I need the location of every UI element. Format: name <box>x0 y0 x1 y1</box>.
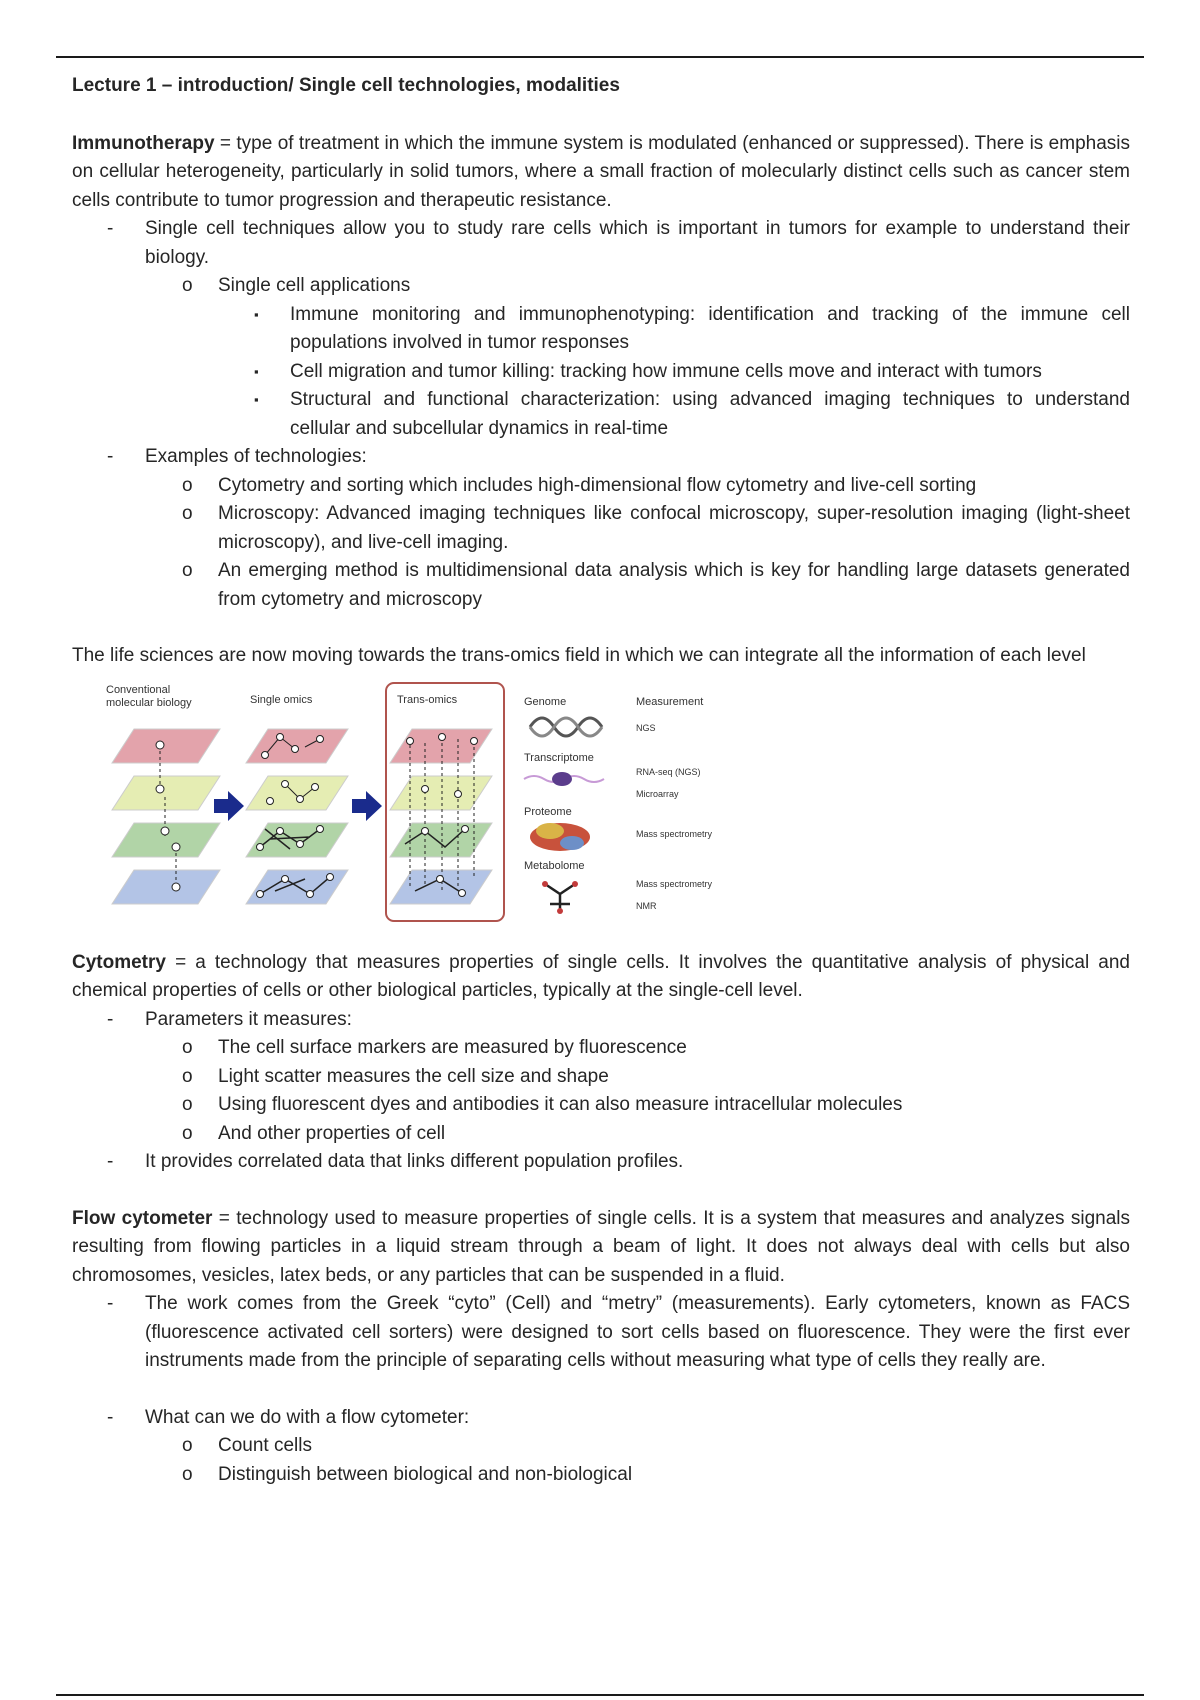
document-body <box>72 72 1130 1489</box>
proteome-label: Proteome <box>524 805 572 818</box>
dash-marker: - <box>107 1406 114 1428</box>
dash-marker: - <box>107 218 114 239</box>
list-item: o Light scatter measures the cell size and shape <box>72 1063 1130 1092</box>
square-marker: ▪ <box>254 306 259 322</box>
flow-cytometer-term: Flow cytometer <box>72 1207 213 1229</box>
list-item: o Count cells <box>72 1432 1130 1461</box>
list-item: o And other properties of cell <box>72 1120 1130 1149</box>
immunotherapy-term: Immunotherapy <box>72 132 215 154</box>
bottom-rule <box>56 1694 1144 1696</box>
circle-marker: o <box>182 503 193 524</box>
list-item: o Single cell applications <box>72 272 1130 301</box>
genome-label: Genome <box>524 695 567 708</box>
cytometry-paragraph <box>72 949 1130 1006</box>
list-item: ▪ Immune monitoring and immunophenotyping: identification and tracking of the immune cell populations involved in tumor responses <box>72 301 1130 358</box>
measurement-ngs: NGS <box>636 722 656 733</box>
top-rule <box>56 56 1144 58</box>
circle-marker: o <box>182 560 193 581</box>
flow-cytometer-definition: = technology used to measure properties of single cells. It is a system that measures and analyzes signals resulting from flowing particles in a liquid stream through a beam of light. It does not always deal with cells but also chromosomes, vesicles, latex beds, or any particles that can be suspended in a fluid. <box>72 1207 1130 1286</box>
conventional-layers <box>112 729 220 904</box>
circle-marker: o <box>182 1065 193 1087</box>
square-marker: ▪ <box>254 363 259 379</box>
list-item: - Parameters it measures: <box>72 1006 1130 1035</box>
list-item: ▪ Structural and functional characterization: using advanced imaging techniques to understand cellular and subcellular dynamics in real-time <box>72 386 1130 443</box>
single-omics-layers <box>246 729 348 904</box>
protein-icon <box>530 823 590 851</box>
measurement-rnaseq: RNA-seq (NGS) <box>636 766 701 777</box>
layer-transcriptome-plane <box>112 776 220 810</box>
layer-metabolome-plane <box>112 870 220 904</box>
circle-marker: o <box>182 474 193 496</box>
measurement-mass-spec-1: Mass spectrometry <box>636 828 713 839</box>
measurement-nmr: NMR <box>636 900 657 911</box>
layer-genome-plane <box>112 729 220 763</box>
col1-label-line2: molecular biology <box>106 696 192 709</box>
metabolite-icon <box>542 881 578 914</box>
circle-marker: o <box>182 1037 193 1058</box>
arrow-right-icon <box>214 791 244 821</box>
circle-marker: o <box>182 1463 193 1485</box>
list-item: - The work comes from the Greek “cyto” (Cell) and “metry” (measurements). Early cytometers, known as FACS (fluorescence activated cell sorters) were designed to sort cells based on fluorescence. They were the first ever instruments made from the principle of separating cells without measuring what type of cells they really are. <box>72 1290 1130 1376</box>
dash-marker: - <box>107 1151 114 1172</box>
list-item: o Distinguish between biological and non-biological <box>72 1461 1130 1490</box>
page-title: Lecture 1 – introduction/ Single cell technologies, modalities <box>72 75 620 96</box>
list-item: o Microscopy: Advanced imaging techniques like confocal microscopy, super-resolution imaging (light-sheet microscopy), and live-cell imaging. <box>72 500 1130 557</box>
dash-marker: - <box>107 446 114 467</box>
col2-label: Single omics <box>250 693 313 706</box>
list-item: - Examples of technologies: <box>72 443 1130 472</box>
rna-icon <box>524 772 604 786</box>
dash-marker: - <box>107 1008 114 1030</box>
square-marker: ▪ <box>254 392 259 407</box>
list-item: o The cell surface markers are measured by fluorescence <box>72 1034 1130 1063</box>
metabolome-label: Metabolome <box>524 859 585 872</box>
circle-marker: o <box>182 1094 193 1115</box>
dash-marker: - <box>107 1293 114 1314</box>
cytometry-term: Cytometry <box>72 951 166 973</box>
list-item: o An emerging method is multidimensional data analysis which is key for handling large datasets generated from cytometry and microscopy <box>72 557 1130 614</box>
immunotherapy-definition: = type of treatment in which the immune system is modulated (enhanced or suppressed). There is emphasis on cellular heterogeneity, particularly in solid tumors, where a small fraction of molecularly distinct cells such as cancer stem cells contribute to tumor progression and therapeutic resistance. <box>72 132 1130 211</box>
measurement-mass-spec-2: Mass spectrometry <box>636 878 713 889</box>
transcriptome-label: Transcriptome <box>524 751 594 764</box>
circle-marker: o <box>182 275 193 296</box>
col3-label: Trans-omics <box>397 693 458 706</box>
list-item: - What can we do with a flow cytometer: <box>72 1404 1130 1433</box>
measurement-header: Measurement <box>636 695 704 708</box>
transomics-diagram <box>90 679 770 929</box>
circle-marker: o <box>182 1122 193 1144</box>
flow-cytometer-paragraph <box>72 1205 1130 1291</box>
list-item: - It provides correlated data that links different population profiles. <box>72 1148 1130 1177</box>
list-item: ▪ Cell migration and tumor killing: tracking how immune cells move and interact with tumors <box>72 358 1130 387</box>
immunotherapy-paragraph <box>72 130 1130 216</box>
list-item: - Single cell techniques allow you to study rare cells which is important in tumors for example to understand their biology. <box>72 215 1130 272</box>
cytometry-definition: = a technology that measures properties of single cells. It involves the quantitative analysis of physical and chemical properties of cells or other biological particles, typically at the single-cell level. <box>72 951 1130 1001</box>
dna-icon <box>530 718 602 736</box>
col1-label-line1: Conventional <box>106 683 171 696</box>
transomics-paragraph: The life sciences are now moving towards the trans-omics field in which we can integrate all the information of each level <box>72 645 1086 666</box>
list-item: o Cytometry and sorting which includes high-dimensional flow cytometry and live-cell sorting <box>72 472 1130 501</box>
circle-marker: o <box>182 1435 193 1456</box>
trans-omics-layers <box>386 683 504 921</box>
transomics-figure <box>90 679 770 929</box>
list-item: o Using fluorescent dyes and antibodies it can also measure intracellular molecules <box>72 1091 1130 1120</box>
arrow-right-icon <box>352 791 382 821</box>
measurement-microarray: Microarray <box>636 788 679 799</box>
